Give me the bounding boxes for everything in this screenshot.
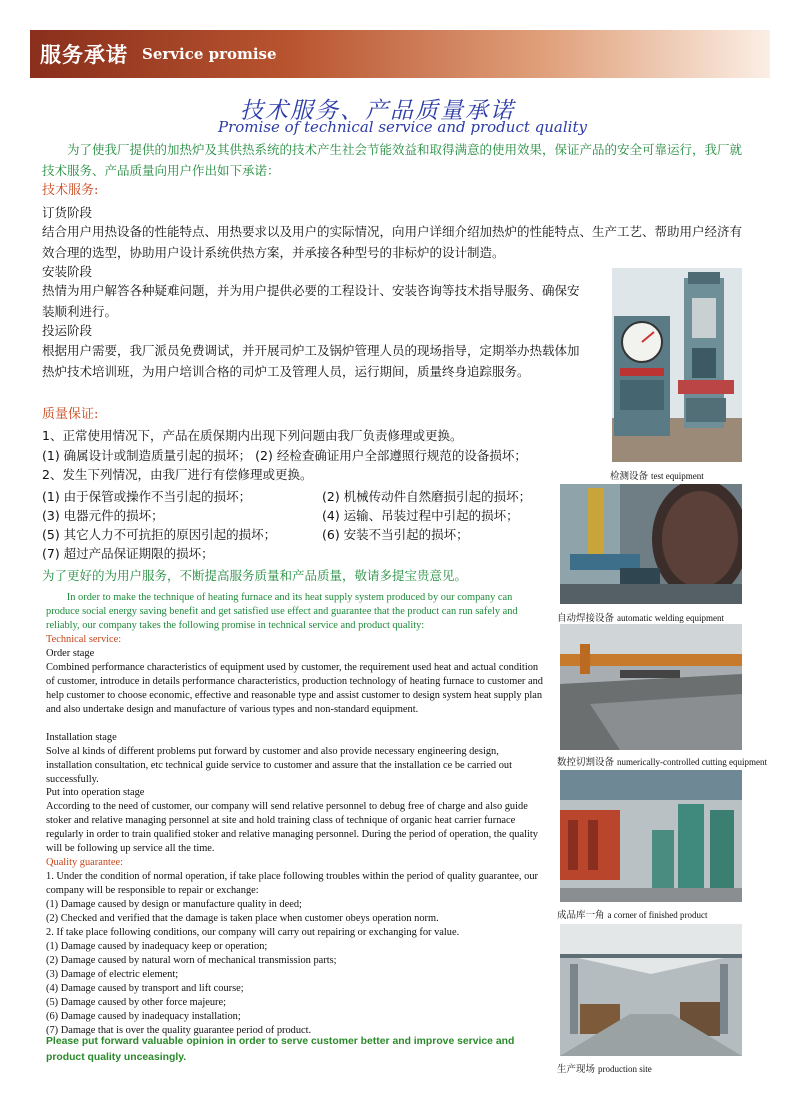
caption-cn: 检测设备 [610,471,649,482]
order-stage-text: 结合用户用热设备的性能特点、用热要求以及用户的实际情况，向用户详细介绍加热炉的性能特点、生产工艺、帮助用户经济有效合理的选型，协助用户设计系统供热方案，并承接各种型号的非标炉的设计制造。 [42,224,743,260]
caption-en: production site [598,1064,652,1074]
caption-en: a corner of finished product [607,910,708,920]
caption-cn: 成品库一角 [557,910,605,921]
en-quality-line: (1) Damage caused by inadequacy keep or operation; [46,941,268,952]
caption-cn: 数控切割设备 [557,757,615,768]
caption-finished-product [557,907,708,921]
caption-production-site [557,1061,652,1075]
install-stage-label: 安装阶段 [42,264,93,279]
banner-title-cn: 服务承诺 [40,43,128,67]
en-tech-service-heading: Technical service: [46,634,122,645]
header-banner [30,30,770,78]
finished-product-photo [560,770,742,902]
en-quality-line: (2) Damage caused by natural worn of mechanical transmission parts; [46,955,337,966]
en-quality-line: 1. Under the condition of normal operation, if take place following troubles within the period of quality guarantee, our company will be responsible to repair or exchange: [46,871,538,896]
caption-en: automatic welding equipment [617,613,725,623]
cutting-equipment-photo [560,624,742,750]
welding-equipment-photo [560,484,742,604]
en-operation-stage-label: Put into operation stage [46,787,145,798]
q2-item: (3) 电器元件的损坏； [42,508,164,523]
install-stage-text: 热情为用户解答各种疑难问题，并为用户提供必要的工程设计、安装咨询等技术指导服务、确保安装顺利进行。 [42,283,580,319]
operation-stage-label: 投运阶段 [42,323,93,338]
en-quality-line: (4) Damage caused by transport and lift course; [46,983,244,994]
test-equipment-photo [612,268,742,462]
q2-item: (1) 由于保管或操作不当引起的损坏； [42,489,252,504]
en-quality-line: 2. If take place following conditions, our company will carry out repairing or exchanging for value. [46,927,460,938]
q2-item: (2) 机械传动件自然磨损引起的损坏； [322,489,532,504]
caption-cn: 生产现场 [557,1064,596,1075]
en-operation-stage-text: According to the need of customer, our company will send relative personnel to debug free of charge and also guide stoker and relative managing personnel at site and hold training class of technique of organic heat carrier furnace regularly in order to train qualified stoker and relative managing personnel. During the period of operation, the quality will be following up service all the time. [46,801,538,854]
tech-service-heading: 技术服务: [42,183,99,198]
en-quality-line: (5) Damage caused by other force majeure; [46,997,227,1008]
en-quality-line: (7) Damage that is over the quality guarantee period of product. [46,1025,312,1036]
caption-en: test equipment [651,471,704,481]
cn-closing-statement: 为了更好的为用户服务，不断提高服务质量和产品质量，敬请多提宝贵意见。 [42,568,468,583]
en-install-stage-label: Installation stage [46,732,117,743]
caption-cutting-equipment [557,754,767,768]
quality-item-1-details: (1) 确属设计或制造质量引起的损坏； (2) 经检查确证用户全部遵照行规范的设备损坏； [42,448,527,463]
q2-item: (6) 安装不当引起的损坏； [322,527,469,542]
en-quality-line: (6) Damage caused by inadequacy installation; [46,1011,241,1022]
en-intro-paragraph: In order to make the technique of heating furnace and its heat supply system produced by our company can produce social energy saving benefit and get satisfied use effect and guarantee that the product can run safely and reliably, our company takes the following promise in technical service and product quality: [46,592,518,631]
en-order-stage-text: Combined performance characteristics of equipment used by customer, the requirement used heat and actual condition of customer, introduce in details performance characteristics, production technology of heating furnace to customer and help customer to choose economic, effective and reasonable type and assist customer to design system heat supply plan and also undertake design and manufacture of various types and non-standard equipment. [46,662,543,715]
en-quality-line: (1) Damage caused by design or manufacture quality in deed; [46,899,302,910]
quality-heading: 质量保证: [42,407,99,422]
en-quality-line: (2) Checked and verified that the damage is taken place when customer obeys operation norm. [46,913,439,924]
en-closing-statement: Please put forward valuable opinion in order to serve customer better and improve service and product quality unceasingly. [46,1036,515,1063]
q2-item: (7) 超过产品保证期限的损坏； [42,546,214,561]
q2-item: (4) 运输、吊装过程中引起的损坏； [322,508,519,523]
en-quality-heading: Quality guarantee: [46,857,124,868]
page-title: 技术服务、产品质量承诺 [240,98,515,124]
page-subtitle: Promise of technical service and product quality [218,118,587,136]
quality-item-1: 1、正常使用情况下，产品在质保期内出现下列问题由我厂负责修理或更换。 [42,428,463,443]
en-order-stage-label: Order stage [46,648,95,659]
intro-paragraph: 为了使我厂提供的加热炉及其供热系统的技术产生社会节能效益和取得满意的使用效果，保证产品的安全可靠运行，我厂就技术服务、产品质量向用户作出如下承诺： [42,142,743,178]
caption-test-equipment [610,468,704,482]
en-install-stage-text: Solve al kinds of different problems put forward by customer and also provide necessary engineering design, installation consultation, etc technical guide service to customer and assure that the installation ce be carried out successfully. [46,746,512,785]
order-stage-label: 订货阶段 [42,205,93,220]
q2-item: (5) 其它人力不可抗拒的原因引起的损坏； [42,527,277,542]
production-site-photo [560,924,742,1056]
caption-cn: 自动焊接设备 [557,613,615,624]
banner-title-en: Service promise [142,45,277,63]
operation-stage-text: 根据用户需要，我厂派员免费调试，并开展司炉工及锅炉管理人员的现场指导，定期举办热载体加热炉技术培训班，为用户培训合格的司炉工及管理人员，运行期间，质量终身追踪服务。 [42,343,580,379]
en-quality-line: (3) Damage of electric element; [46,969,179,980]
caption-en: numerically-controlled cutting equipment [617,757,768,767]
caption-welding-equipment [557,610,724,624]
quality-item-2: 2、发生下列情况，由我厂进行有偿修理或更换。 [42,467,313,482]
